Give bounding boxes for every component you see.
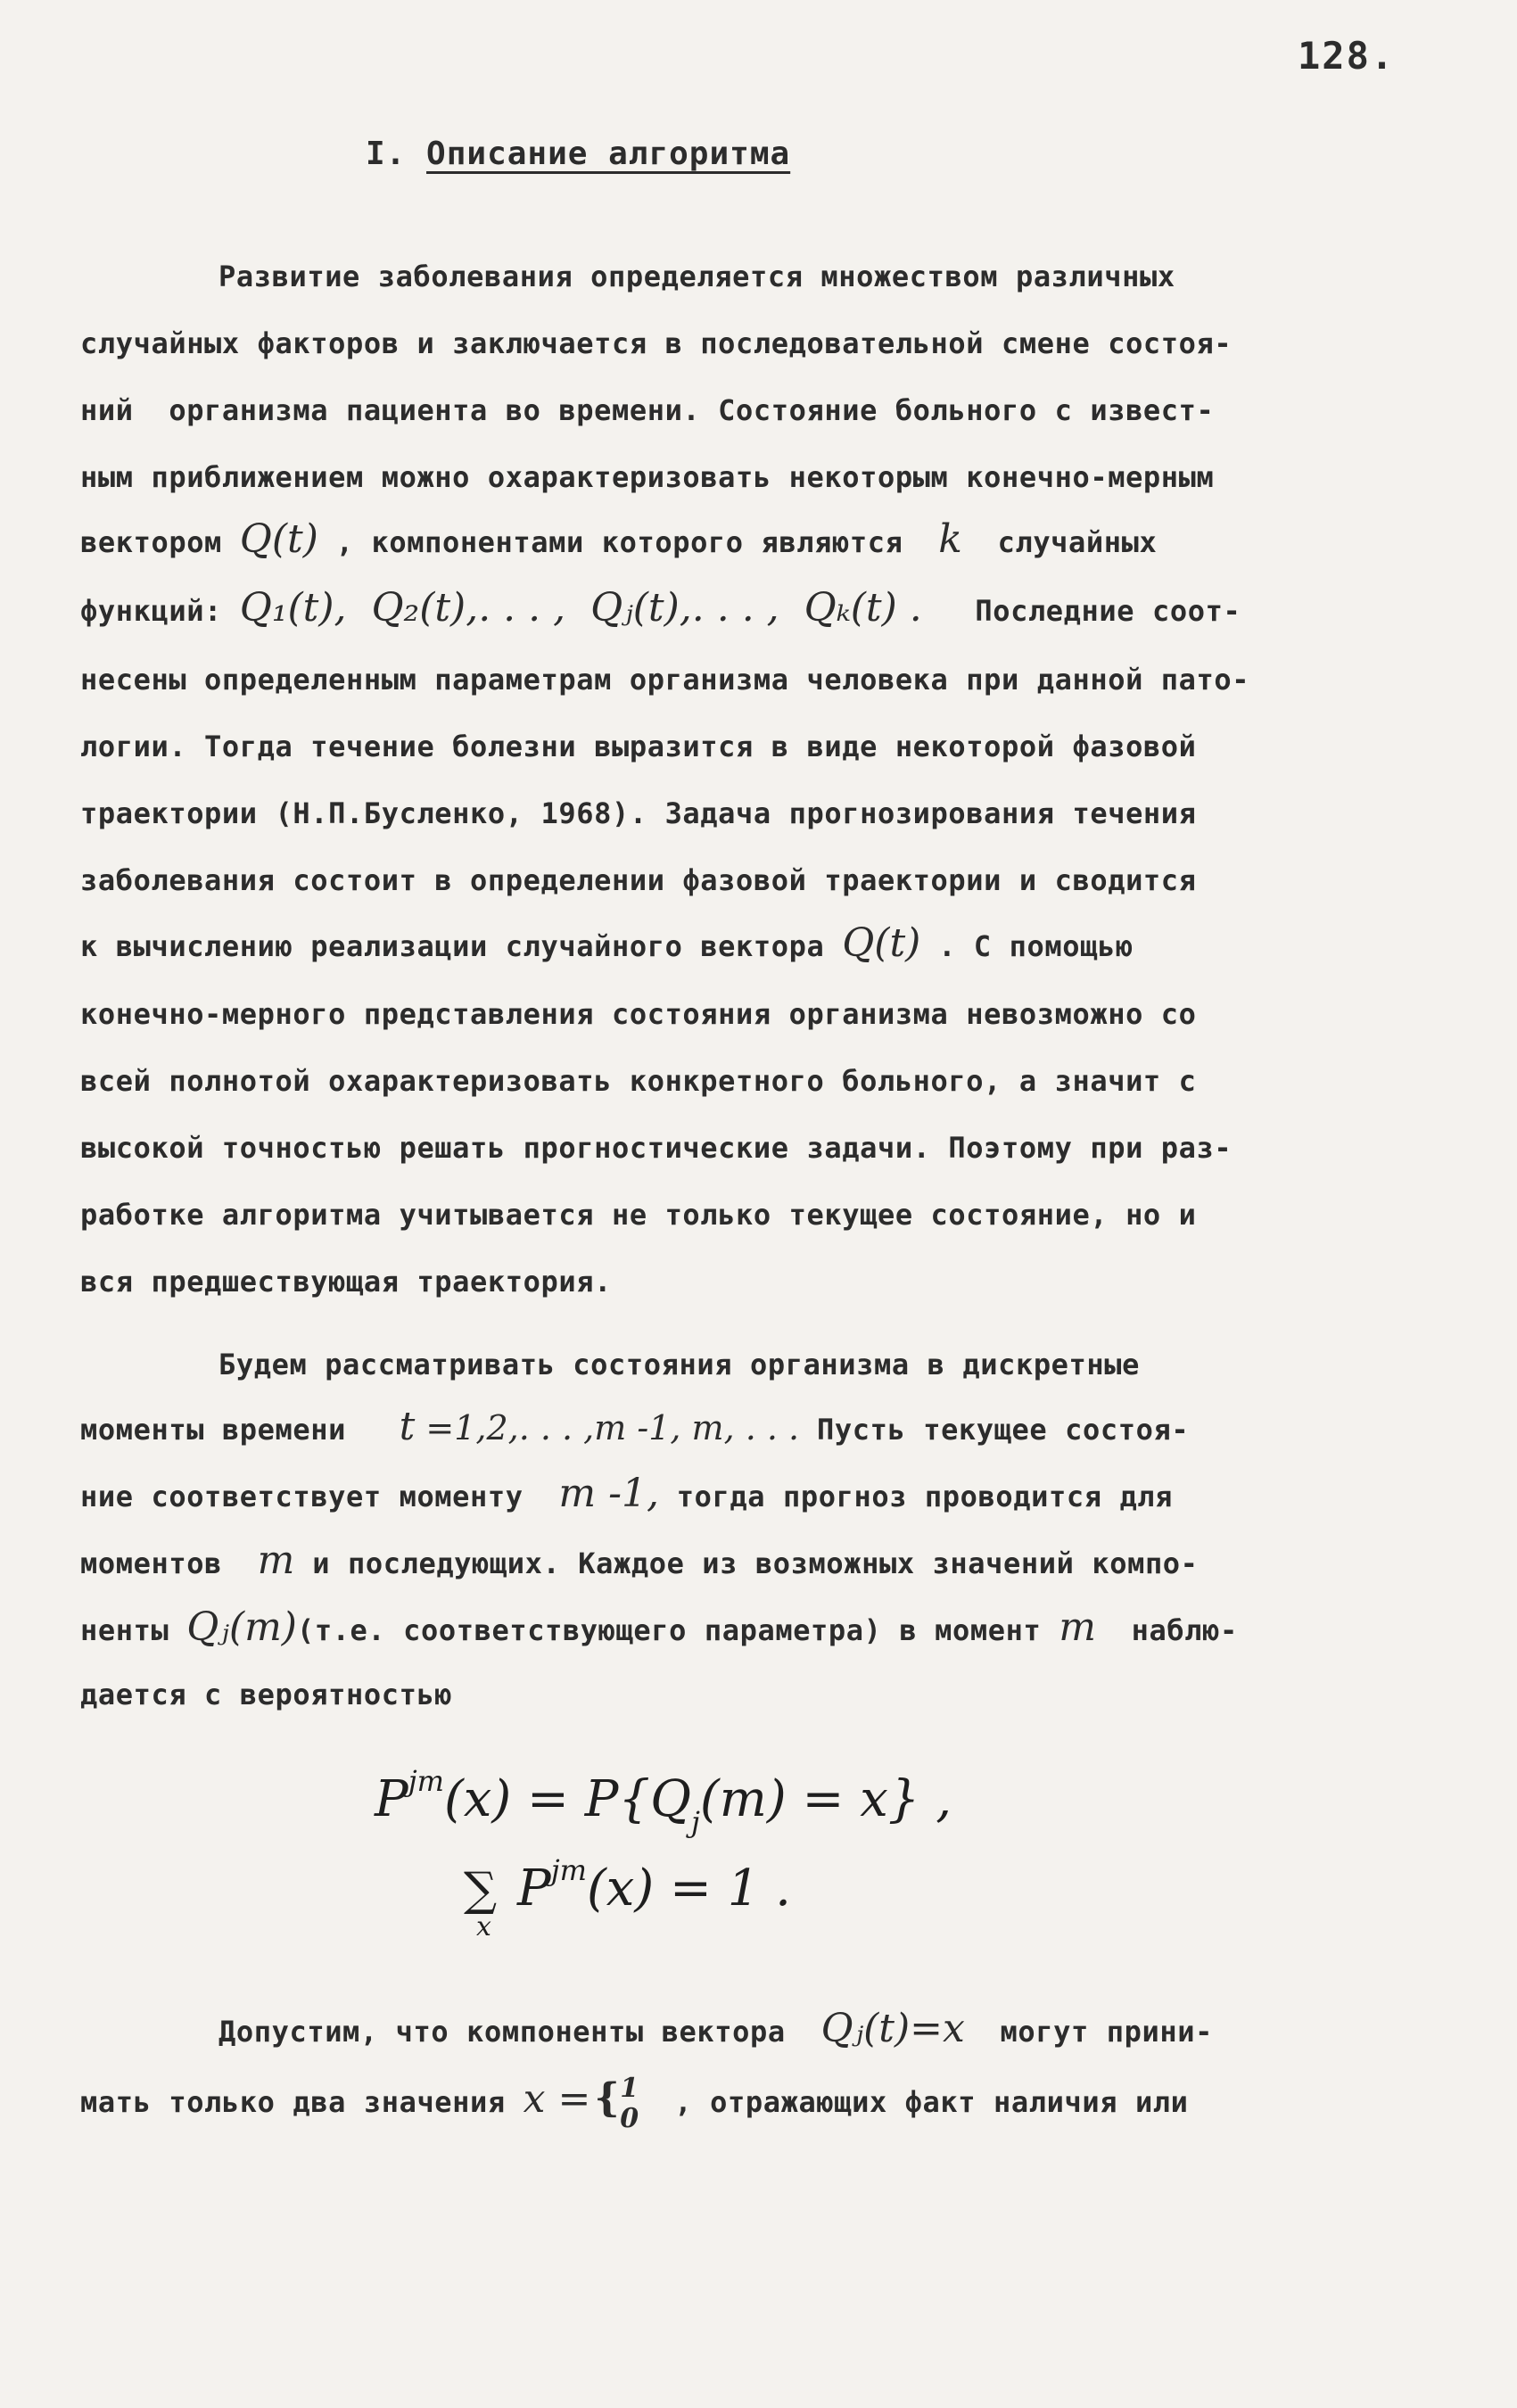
paragraph-line: работке алгоритма учитывается не только текущее состояние, но и xyxy=(80,1198,1197,1232)
text-run: и последующих. Каждое из возможных значений компо- xyxy=(294,1546,1199,1580)
math-superscript: jm xyxy=(550,1853,587,1887)
text-run: ние соответствует моменту xyxy=(80,1480,559,1513)
text-run: функций: xyxy=(80,594,240,628)
paragraph-line: дается с вероятностью xyxy=(80,1678,453,1711)
paragraph-line xyxy=(80,2074,1418,2134)
text-run: случайных xyxy=(961,525,1158,559)
paragraph-line: случайных факторов и заключается в последовательной смене состоя- xyxy=(80,326,1233,360)
paragraph-line: траектории (Н.П.Бусленко, 1968). Задача прогнозирования течения xyxy=(80,796,1197,830)
sum-subscript: x xyxy=(476,1911,491,1942)
text-run: тогда прогноз проводится для xyxy=(658,1480,1174,1513)
paragraph-line: высокой точностью решать прогностические задачи. Поэтому при раз- xyxy=(80,1131,1233,1165)
math-sequence: =1,2,. . . ,m -1, m, . . . xyxy=(415,1408,800,1447)
paragraph-line: конечно-мерного представления состояния организма невозможно со xyxy=(80,997,1197,1031)
text-run: мать только два значения xyxy=(80,2085,524,2119)
math-expression: (m) = x} , xyxy=(699,1770,952,1828)
math-vector: Q(t) xyxy=(239,516,318,562)
text-run: ненты xyxy=(80,1613,187,1647)
paragraph-line xyxy=(80,585,1418,631)
text-run: вектором xyxy=(80,525,240,559)
math-symbol: P xyxy=(375,1770,408,1828)
paragraph-line xyxy=(80,1404,1418,1449)
paragraph-line xyxy=(80,516,1418,562)
math-symbol: P xyxy=(517,1860,551,1917)
brace-value-bottom: 0 xyxy=(620,2103,639,2134)
math-expression: (x) = 1 . xyxy=(586,1860,791,1917)
math-subscript: j xyxy=(690,1805,700,1839)
math-variable: m xyxy=(257,1538,295,1583)
paragraph-line xyxy=(80,1538,1418,1583)
paragraph-line: ным приближением можно охарактеризовать некоторым конечно-мерным xyxy=(80,460,1215,494)
paragraph-line: Развитие заболевания определяется множеством различных xyxy=(218,260,1175,293)
normalization-formula xyxy=(464,1853,791,1942)
paragraph-line: логии. Тогда течение болезни выразится в виде некоторой фазовой xyxy=(80,730,1197,763)
paragraph-line: вся предшествующая траектория. xyxy=(80,1265,612,1299)
paragraph-line xyxy=(218,2006,1517,2051)
math-variable: m xyxy=(1059,1604,1096,1650)
text-run: моментов xyxy=(80,1546,258,1580)
math-variable: k xyxy=(938,516,962,562)
probability-formula xyxy=(375,1764,952,1839)
text-run: , компонентами которого являются xyxy=(317,525,939,559)
paragraph-line: заболевания состоит в определении фазовой траектории и сводится xyxy=(80,863,1197,897)
text-run: Пусть текущее состоя- xyxy=(799,1413,1190,1447)
sum-symbol: ∑ xyxy=(464,1863,498,1917)
paragraph-line xyxy=(80,1471,1418,1516)
math-components: Q₁(t), Q₂(t),. . . , Qⱼ(t),. . . , Qₖ(t) . xyxy=(239,585,922,631)
paragraph-line: ний организма пациента во времени. Состояние больного с извест- xyxy=(80,393,1215,427)
paragraph-line xyxy=(80,920,1418,966)
brace-glyph: { xyxy=(594,2075,621,2121)
text-run: к вычислению реализации случайного вектора xyxy=(80,929,843,963)
paragraph-line xyxy=(80,1604,1418,1650)
text-run: моменты времени xyxy=(80,1413,400,1447)
text-run: . С помощью xyxy=(920,929,1134,963)
brace-value-top: 1 xyxy=(620,2073,639,2104)
sum-operator xyxy=(464,1860,508,1942)
math-vector: Q(t) xyxy=(842,920,921,966)
text-run: наблю- xyxy=(1095,1613,1238,1647)
paragraph-line: всей полнотой охарактеризовать конкретного больного, а значит с xyxy=(80,1064,1197,1098)
brace-values xyxy=(620,2074,639,2134)
math-expression: x = xyxy=(523,2076,591,2122)
paragraph-line: Будем рассматривать состояния организма в дискретные xyxy=(218,1348,1141,1381)
math-variable: m -1, xyxy=(558,1471,659,1516)
math-superscript: jm xyxy=(408,1764,444,1798)
math-expression: (x) = P{Q xyxy=(443,1770,691,1828)
text-run: Допустим, что компоненты вектора xyxy=(218,2015,821,2049)
value-brace xyxy=(594,2074,639,2134)
math-expression: Qⱼ(t)=x xyxy=(820,2006,965,2051)
text-run: Последние соот- xyxy=(921,594,1241,628)
text-run: , отражающих факт наличия или xyxy=(639,2085,1189,2119)
section-title-text: Описание алгоритма xyxy=(426,136,791,172)
page-number: 128. xyxy=(1298,34,1396,78)
section-title xyxy=(366,136,790,172)
section-number: I. xyxy=(366,136,407,172)
math-variable: t xyxy=(399,1404,416,1449)
text-run: (т.е. соответствующего параметра) в момент xyxy=(296,1613,1059,1647)
text-run: могут прини- xyxy=(964,2015,1213,2049)
math-component: Qⱼ(m) xyxy=(186,1604,297,1650)
paragraph-line: несены определенным параметрам организма человека при данной пато- xyxy=(80,663,1250,697)
